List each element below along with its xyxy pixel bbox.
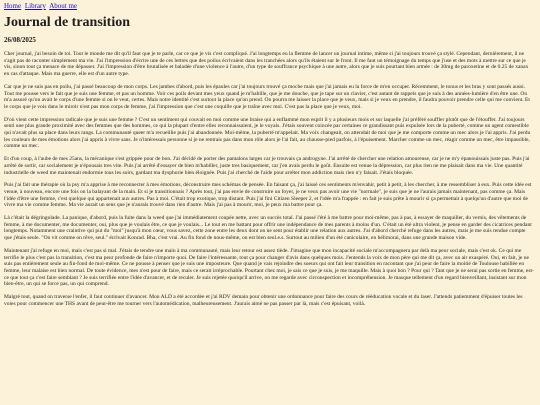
post-date: 26/08/2025: [4, 36, 36, 44]
article: [4, 11, 534, 403]
page-title: Journal de transition: [4, 15, 131, 30]
nav-link-library[interactable]: Library: [24, 2, 46, 10]
paragraph: Là c'était la dégringolade. La panique, d'abord, puis la fuite dans la weed que j'ai immédiatement coupée nette, avec un succès total. J'ai passé l'été à me battre pour moi-même, pas à pas, à essayer de maquiller, du vernis, des vêtements de femme, à me documenter, me documenter, oui, plus que je voulais être, ce que je voulais... Le tout en me battant pour offrir une indépendance de mes parents à moins d'un. C'était un été ultra violent, je pense en garder des cicatrices pendant longtemps. Notamment une craintive qui put du "moi" jusqu'à mon cœur, vous savez, cette zone entre les deux dont on ne sent pour établir une relation aux autres. J'ai d'abord cherché refuge dans les autres, mais je me suis rendue compte que j'étais seule. "On vit comme on rêve, seul." écrivait Konrad. Bha, c'est vrai. Au fin fond de nous-même, on est bien seul.e.s. Surtout au milieu d'un été caniculaire, en hélimorai, dans une grande maison vide.: [4, 215, 532, 242]
top-nav: [4, 2, 79, 11]
paragraph: Malgré tout, quand on traverse l'enfer, il faut continuer d'avancer. Mon ALD a été accordée et j'ai RDV demain pour obtenir une ordonnance pour faire des cours de rééducation vocale et du laser. J'attends patiemment d'épuiser toutes les voies pour commencer une THS avant de peut-être me tourner vers l'automédication, malheureusement. J'aurais aimé ne pas passer par là, mais c'est épuisant, voilà.: [4, 294, 523, 307]
paragraph: Puis j'ai fait une thérapie où la psy m'a apprise à me reconnecter à mes émotions, déconstruire mes schémas de pensée. En faisant ça, j'ai laissé ces sentiments m'envahir, petit à petit, à les chercher, à me ressembliser à eux. Puis cette idée est venue, à nouveau, encore une fois on la balayant de la main. Et si je transitionnais ? Après tout, j'ai pas envie de construire un foyer, je ne veux pas avoir une vie "normale", je suis que je ne l'aurais jamais maintenant, pas comme ça. Mais l'idée d'être une femme, c'est quelque qui appartenait aux autres. Pas à moi. C'était trop exotique, trop distant. Puis j'ai fini Citizen Sleeper 2, et l'idée m'a frappée : en fait je suis prête à mourir si ça permettait à quelqu'un d'autre que moi de vivre ma vie comme femme. Ma vie aurait un sens que je n'aurais trouvé dans rien d'autre. Mais j'ai pas à mourir, moi, je peux ma battre pour ça.: [4, 182, 532, 209]
paragraph: Maintenant j'ai refuge en moi, mais c'est pas si mal. J'étais de tendre une main à ma communauté, mais leur retour est assez tiède. J'imagine que mon incapacité sociale m'accompagnera par delà ma peur sociale, mais c'est ok. Ce qui me terrifie le plus c'est pas la transition, c'est ma peur profonde de faire n'importe quoi. De faire l'intéressante, tout ça pour changer d'avis dans quelques mois. J'entends la voix de mon père qui me dit ça, avec un air exaspéré. Oui, en fait, je ne suis pas entièrement seule au fin-fond de moi-même. Ce ne pousse à penser que je suis une imposteure. Que quand je vais rejoindre des soeurs qui ont fait leur transition en racontant que j'ai peur de faire la moitié de Toulouse habillée en femme, leur malaise est bien normal. De toute évidence, mes n'est pour de faire, mais ce serait irréprochable. Pourtant chez moi, je sais ce que je suis, je me maquille. Mais à quoi bon ? Pour qui ? Tant que je ne serai pas sortie en femme, est-ce que tout ça c'est faire semblant ? Je suis terrifiée entre l'idée d'avancer, et de reculer. Je suis rejetée quoiqu'il arrive, on me regarde avec circonspection et incompréhension. Je masque tellement d'un regard bienveillant, insistant sur mon bien-être, un qui se force pas, un qui comprend.: [4, 247, 534, 288]
nav-link-about[interactable]: About me: [49, 2, 78, 10]
paragraph: D'où vient cette impression radicale que je suis une femme ? C'est un sentiment qui couvait en moi comme une braise qui a enflammé mon esprit il y a plusieurs mois et sur laquelle j'ai préféré souffler plutôt que de l'étouffer. J'ai toujours senti une plus grande proximité avec des femmes que des hommes, ce qui la plupart d'entre elles reconnaissaient, je le voyais. J'étais souvent coincée par certaines ce grandissant puis expulsée lors de la puberté, comme un agent comestible qui n'avait plus sa place dans leurs rangs. La communauté queer m'a recueillie puis j'ai abandonnée. Moi-même, la puberté m'appelait. Ma voix changeait, on attendait de moi que je me comporte comme un mec alors je l'ai appris. J'ai perdu les couleurs de mes émotions alors j'ai appris à vivre sans. Je n'intéressais personne si je ne rentrais pas dans mon rôle alors je l'ai fait, au chausse-pied parfois, à l'épuisement. Marcher comme un mec, réagir comme un mec, être impassible, comme un mec.: [4, 116, 531, 150]
paragraph: Car que je ne suis pas en poilu, j'ai passé beaucoup de mon corps. Les jambes d'abord, puis les épaules car j'ai toujours trouvé ça moche mais que j'ai jamais eu la force de m'en occuper. Récemment, le tonus et les bras y sont passés aussi. Tout me pousse vers le fait que je suis une femme, et pas un homme. Voir ces poils devant mes yeux quand je m'habille, que je me douche, que je tape sur un clavier, c'est autant de rappels que je suis à des années-lumière d'en être une. On m'a assuré qu'on avait le corps d'une femme si on le veut, certes. Mais notre identité c'est surtout la place qu'on prend. On pourra me laisser la place que je veux, mais si je veux en prendre, il faudra pouvoir prendre celle qui me convient. Et le corps que je vois dans le miroir n'est pas mon corps de femme, j'ai l'impression que c'est une coquille que je traîne avec moi. C'est pas la place que je veux, moi.: [4, 83, 530, 110]
nav-link-home[interactable]: Home: [4, 2, 22, 10]
paragraph: Cher journal, j'ai besoin de toi. Tout le monde me dit qu'il faut que je te parle, car ce que je vis c'est compliqué. J'ai longtemps eu la flemme de lancer un journal intime, même si j'ai toujours trouvé ça stylé. Cependant, dernièrement, il ne s'agit pas de raconter simplement ma vie. J'ai l'impression d'écrire une de ces lettres que des poilus écrivaient dans les tranchées alors qu'ils étaient sur le front. Il me faut un témoignage du temps que j'use et des mots à mettre sur ce que je vis, sinon tout ça menace de me dépasser. J'ai l'impression d'être brutalisée et baladée d'une violence à l'autre, d'un type de souffrance psychique à une autre, alors que je suis pourtant bien armée : de 30mg de paroxetine et de 0.25 de xanax en cas d'attaque. Mais ma guerre, elle est d'un autre type.: [4, 51, 529, 78]
paragraph: Et d'un coup, à l'aube de mes 25ans, la mécanique s'est grippée pour de bon. J'ai décidé de porter des pantalons larges car je trouvais ça androgyne. J'ai arrêté de chercher une relation amoureuse, car je ne m'y épanouissais juste pas. Puis j'ai arrêté de sortir, car socialement je n'épousais tres vite. Puis j'ai arrêté d'essayer de bien m'habiller, juste tres basiquement, car j'en avais perdu le goût. Ensuite est venue la dépression, car plus rien ne me plaisait dans ma vie. Une quantité industrielle de weed me maintenait endormie tous les soirs, gardant ma dysphorie bien éloignée. Puis j'ai cherché de l'aide pour arrêter mon addiction mais rien n'y faisait. J'étais bloquée.: [4, 156, 530, 176]
